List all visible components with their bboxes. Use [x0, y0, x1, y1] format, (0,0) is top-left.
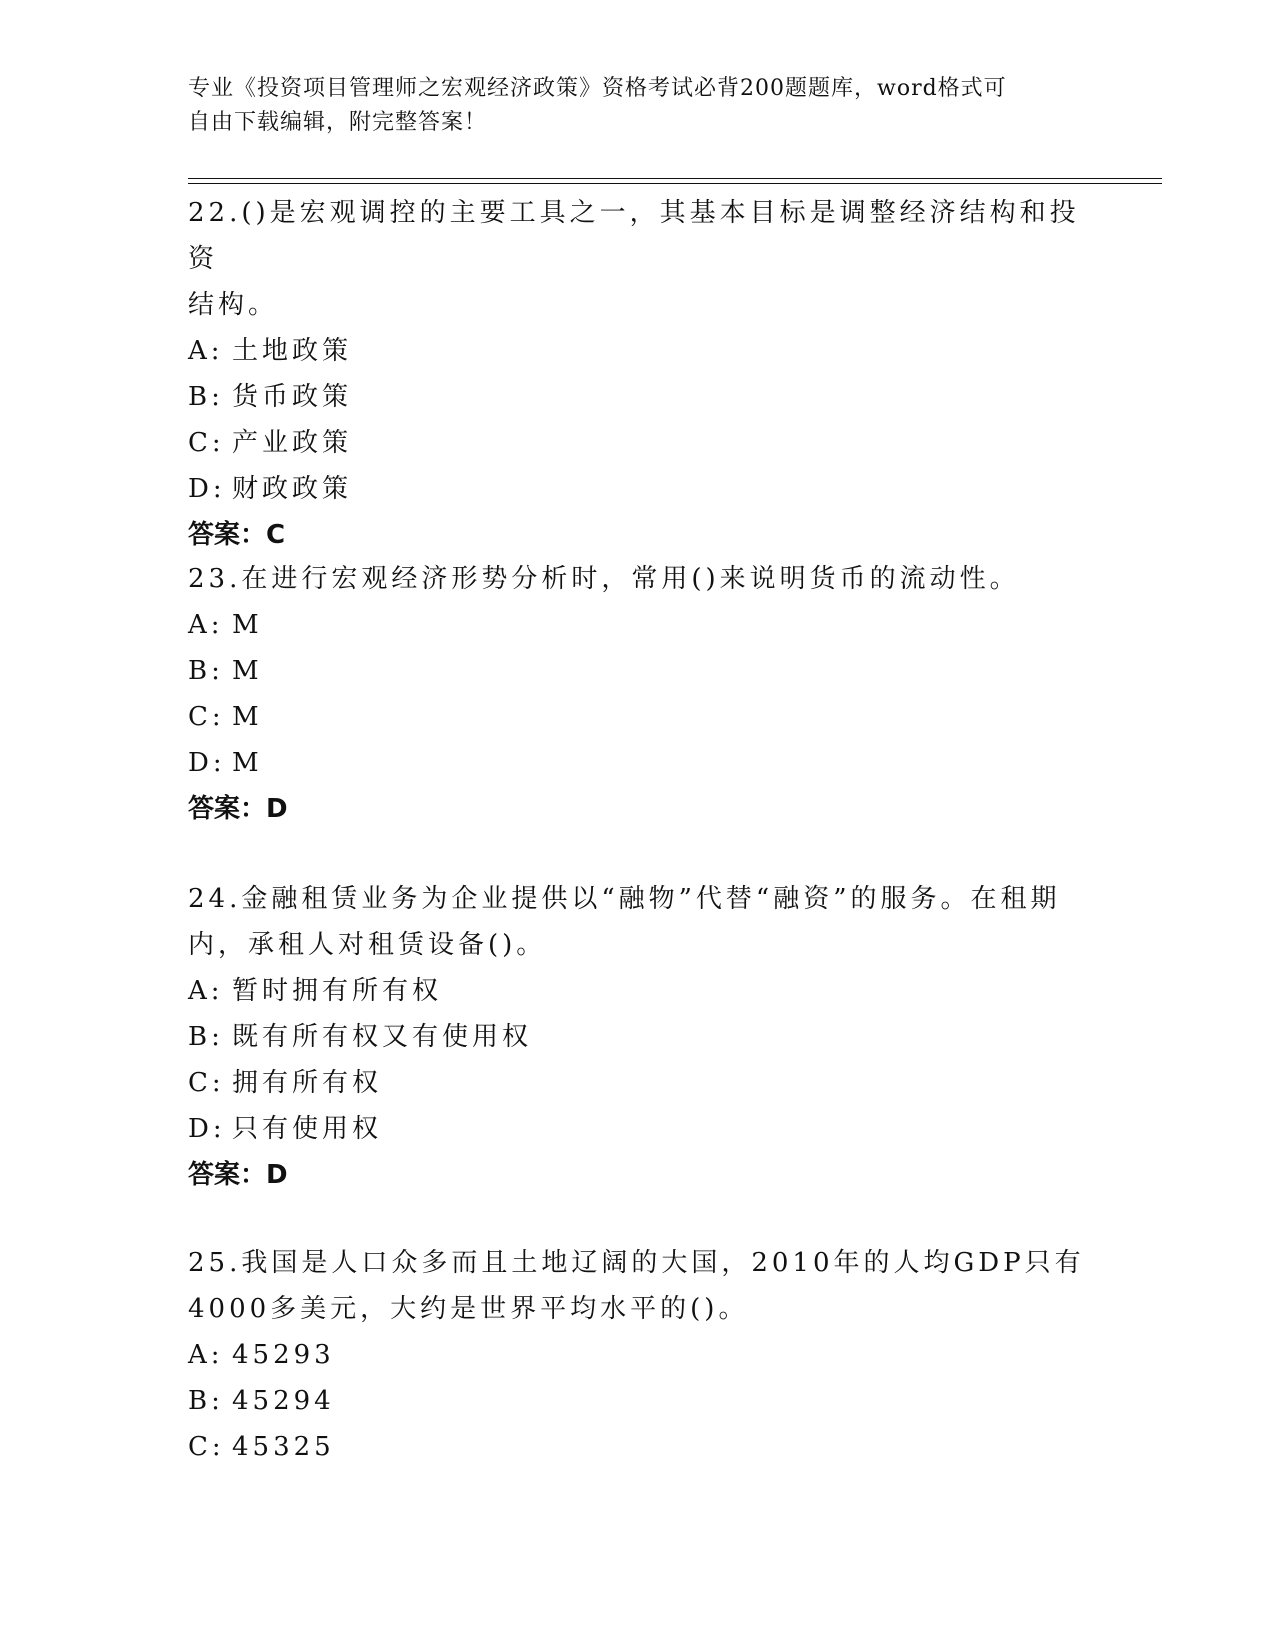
option-text: 拥有所有权: [232, 1068, 383, 1098]
question-stem-line-2: 结构。: [188, 290, 279, 320]
option-text: M: [232, 656, 263, 686]
option-text: 45293: [232, 1340, 335, 1370]
option-text: M: [232, 702, 263, 732]
option-text: 暂时拥有所有权: [232, 976, 443, 1006]
option-a: [188, 1332, 1088, 1378]
option-d: [188, 466, 1088, 512]
question-25: [188, 1240, 1088, 1470]
question-stem: [188, 190, 1088, 328]
option-key: D:: [188, 748, 226, 778]
question-stem-line-1: 23.在进行宏观经济形势分析时，常用()来说明货币的流动性。: [188, 564, 1020, 594]
option-key: C:: [188, 702, 225, 732]
option-key: C:: [188, 1068, 225, 1098]
option-b: [188, 1378, 1088, 1424]
option-c: [188, 1424, 1088, 1470]
answer-value: D: [266, 794, 288, 824]
question-22: [188, 190, 1088, 558]
document-header: [188, 72, 1068, 140]
option-key: A:: [188, 336, 224, 366]
option-key: C:: [188, 1432, 225, 1462]
option-b: [188, 374, 1088, 420]
question-stem-line-1: 24.金融租赁业务为企业提供以“融物”代替“融资”的服务。在租期: [188, 884, 1061, 914]
option-key: A:: [188, 610, 224, 640]
question-stem: [188, 556, 1088, 602]
option-key: B:: [188, 382, 224, 412]
option-text: M: [232, 748, 263, 778]
header-divider-bottom: [188, 183, 1162, 184]
question-24: [188, 876, 1088, 1198]
question-stem: [188, 1240, 1088, 1332]
option-text: M: [232, 610, 263, 640]
option-key: D:: [188, 474, 226, 504]
header-line-1: 专业《投资项目管理师之宏观经济政策》资格考试必背200题题库，word格式可: [188, 76, 1007, 101]
option-d: [188, 1106, 1088, 1152]
question-stem-line-2: 4000多美元，大约是世界平均水平的()。: [188, 1294, 749, 1324]
option-text: 只有使用权: [232, 1114, 383, 1144]
option-d: [188, 740, 1088, 786]
header-line-2: 自由下载编辑，附完整答案！: [188, 110, 488, 135]
answer-line: [188, 786, 1088, 832]
option-key: C:: [188, 428, 225, 458]
option-a: [188, 602, 1088, 648]
answer-value: C: [266, 520, 286, 550]
question-stem: [188, 876, 1088, 968]
answer-label: 答案：: [188, 1160, 267, 1190]
option-b: [188, 1014, 1088, 1060]
question-stem-line-1: 25.我国是人口众多而且土地辽阔的大国，2010年的人均GDP只有: [188, 1248, 1085, 1278]
option-key: D:: [188, 1114, 226, 1144]
option-text: 45294: [232, 1386, 335, 1416]
header-divider-top: [188, 178, 1162, 179]
option-key: B:: [188, 656, 224, 686]
option-key: A:: [188, 976, 224, 1006]
option-a: [188, 968, 1088, 1014]
answer-label: 答案：: [188, 794, 267, 824]
option-c: [188, 420, 1088, 466]
question-23: [188, 556, 1088, 832]
answer-line: [188, 512, 1088, 558]
question-stem-line-1: 22.()是宏观调控的主要工具之一，其基本目标是调整经济结构和投资: [188, 198, 1080, 274]
answer-label: 答案：: [188, 520, 267, 550]
option-text: 土地政策: [232, 336, 353, 366]
option-text: 货币政策: [232, 382, 353, 412]
option-b: [188, 648, 1088, 694]
option-a: [188, 328, 1088, 374]
option-text: 财政政策: [232, 474, 353, 504]
option-text: 45325: [232, 1432, 335, 1462]
option-key: A:: [188, 1340, 224, 1370]
option-text: 产业政策: [232, 428, 353, 458]
option-c: [188, 694, 1088, 740]
answer-line: [188, 1152, 1088, 1198]
option-key: B:: [188, 1386, 224, 1416]
question-stem-line-2: 内，承租人对租赁设备()。: [188, 930, 547, 960]
option-c: [188, 1060, 1088, 1106]
option-key: B:: [188, 1022, 224, 1052]
answer-value: D: [266, 1160, 288, 1190]
option-text: 既有所有权又有使用权: [232, 1022, 533, 1052]
